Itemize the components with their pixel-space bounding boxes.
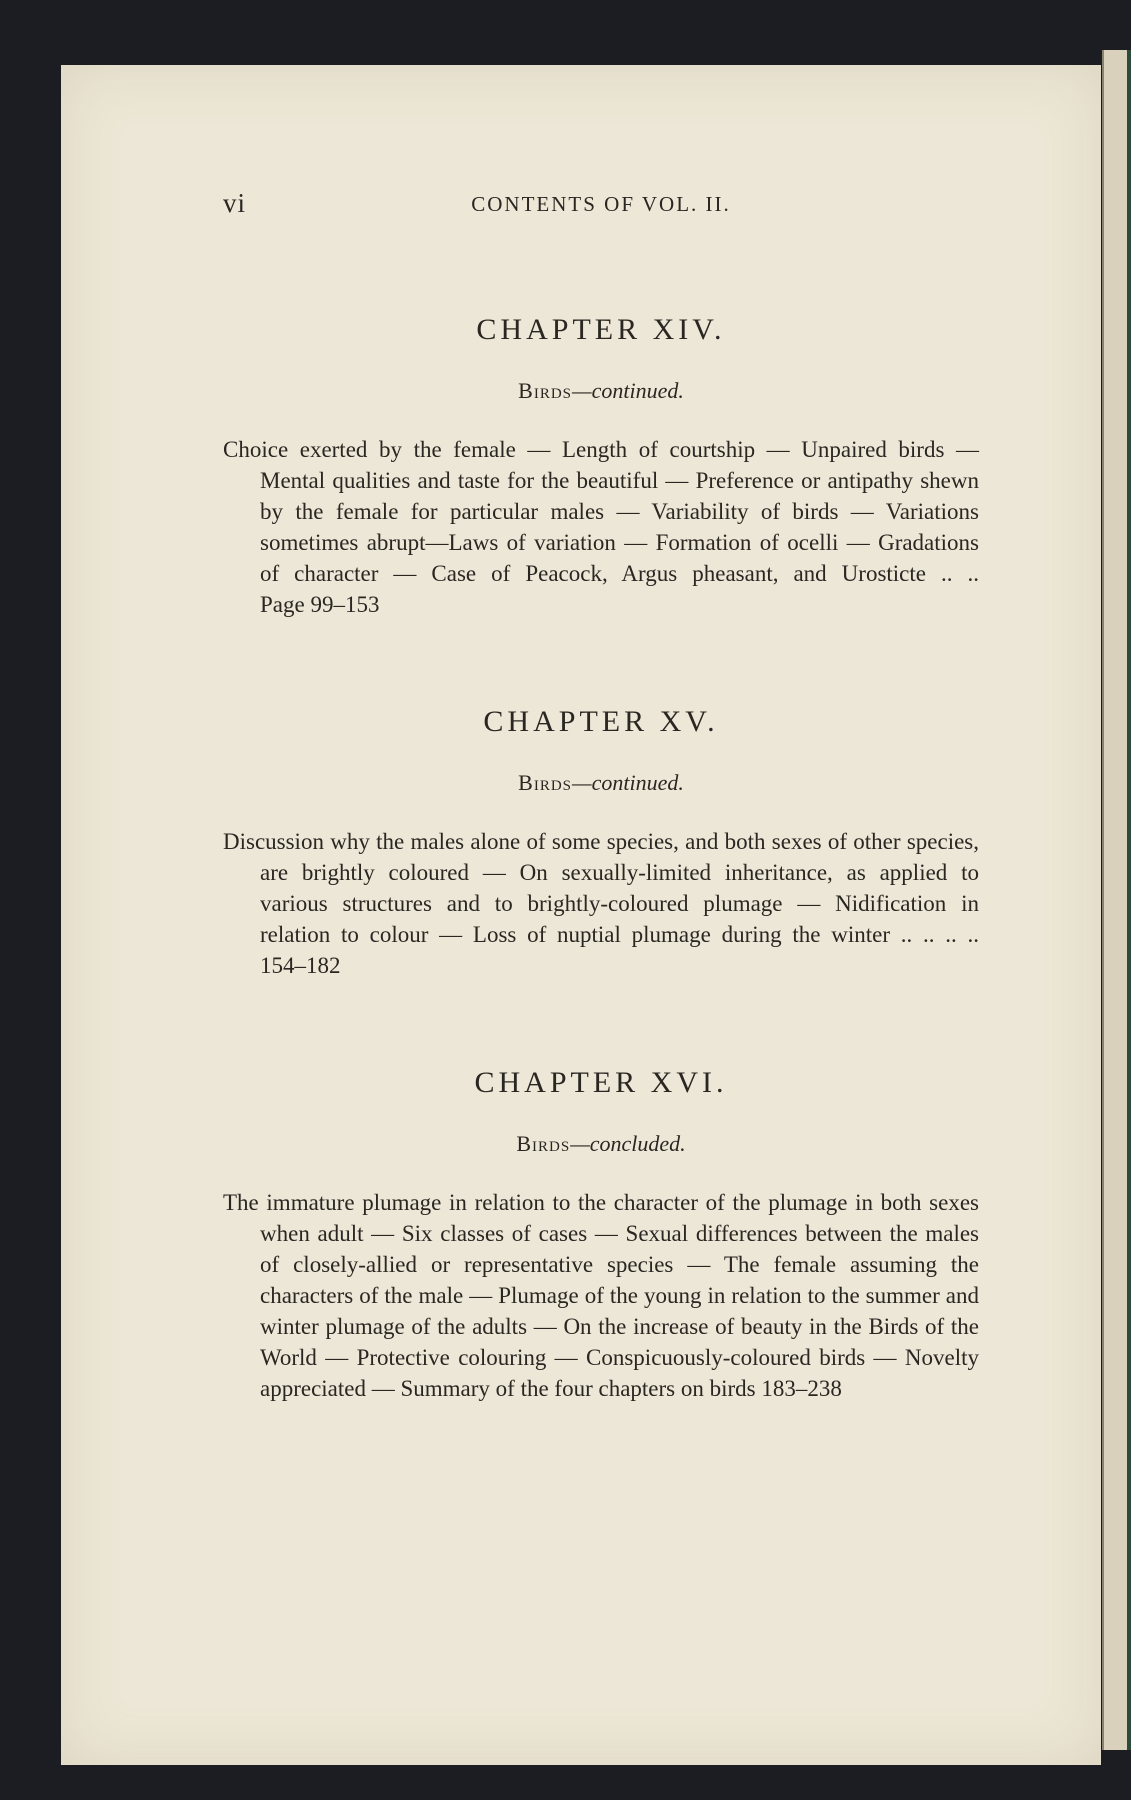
chapter-subtitle-rest: —concluded. <box>570 1131 686 1156</box>
chapter-summary <box>223 1187 979 1404</box>
chapter-entry-xv <box>223 702 979 981</box>
chapter-summary <box>223 826 979 981</box>
chapter-title: CHAPTER XIV. <box>476 313 726 346</box>
chapter-page-range: Page 99–153 <box>260 592 380 617</box>
chapter-subtitle-main: Birds <box>516 1131 571 1156</box>
chapter-subtitle <box>223 376 979 406</box>
chapter-subtitle-main: Birds <box>518 770 573 795</box>
chapter-summary <box>223 434 979 620</box>
chapter-subtitle-main: Birds <box>518 378 573 403</box>
chapter-page-range: 154–182 <box>260 953 341 978</box>
chapter-entry-xvi <box>223 1063 979 1404</box>
chapter-summary-text: The immature plumage in relation to the character of the plumage in both sexes when adult — Six classes of cases — Sexual differences between the males of closely-allied or representative species — The female assuming the characters of the male — Plumage of the young in relation to the summer and winter plumage of the adults — On the increase of beauty in the Birds of the World — Protective colouring — Conspicuously-coloured birds — Novelty appreciated — Summary of the four chapters on birds <box>223 1190 979 1401</box>
adjacent-page-edge <box>1102 50 1131 1750</box>
chapter-entry-xiv <box>223 310 979 620</box>
page-header <box>223 188 979 228</box>
chapter-title: CHAPTER XV. <box>483 705 719 738</box>
chapter-subtitle <box>223 768 979 798</box>
page-number: vi <box>223 188 247 218</box>
chapter-subtitle-rest: —continued. <box>572 770 684 795</box>
chapter-summary-text: Discussion why the males alone of some species, and both sexes of other species, are brightly coloured — On sexually-limited inheritance, as applied to various structures and to brightly-coloured plumage — Nidification in relation to colour — Loss of nuptial plumage during the winter .. .. .. .. <box>223 829 979 947</box>
chapter-title: CHAPTER XVI. <box>474 1066 728 1099</box>
running-title: CONTENTS OF VOL. II. <box>471 192 731 216</box>
chapter-summary-text: Choice exerted by the female — Length of courtship — Unpaired birds — Mental qualities and taste for the beautiful — Preference or antipathy shewn by the female for particular males — Variability of birds — Variations sometimes abrupt—Laws of variation — Formation of ocelli — Gradations of character — Case of Peacock, Argus pheasant, and Urosticte .. .. <box>223 437 979 586</box>
chapter-page-range: 183–238 <box>761 1376 842 1401</box>
chapter-subtitle <box>223 1129 979 1159</box>
chapter-subtitle-rest: —continued. <box>572 378 684 403</box>
